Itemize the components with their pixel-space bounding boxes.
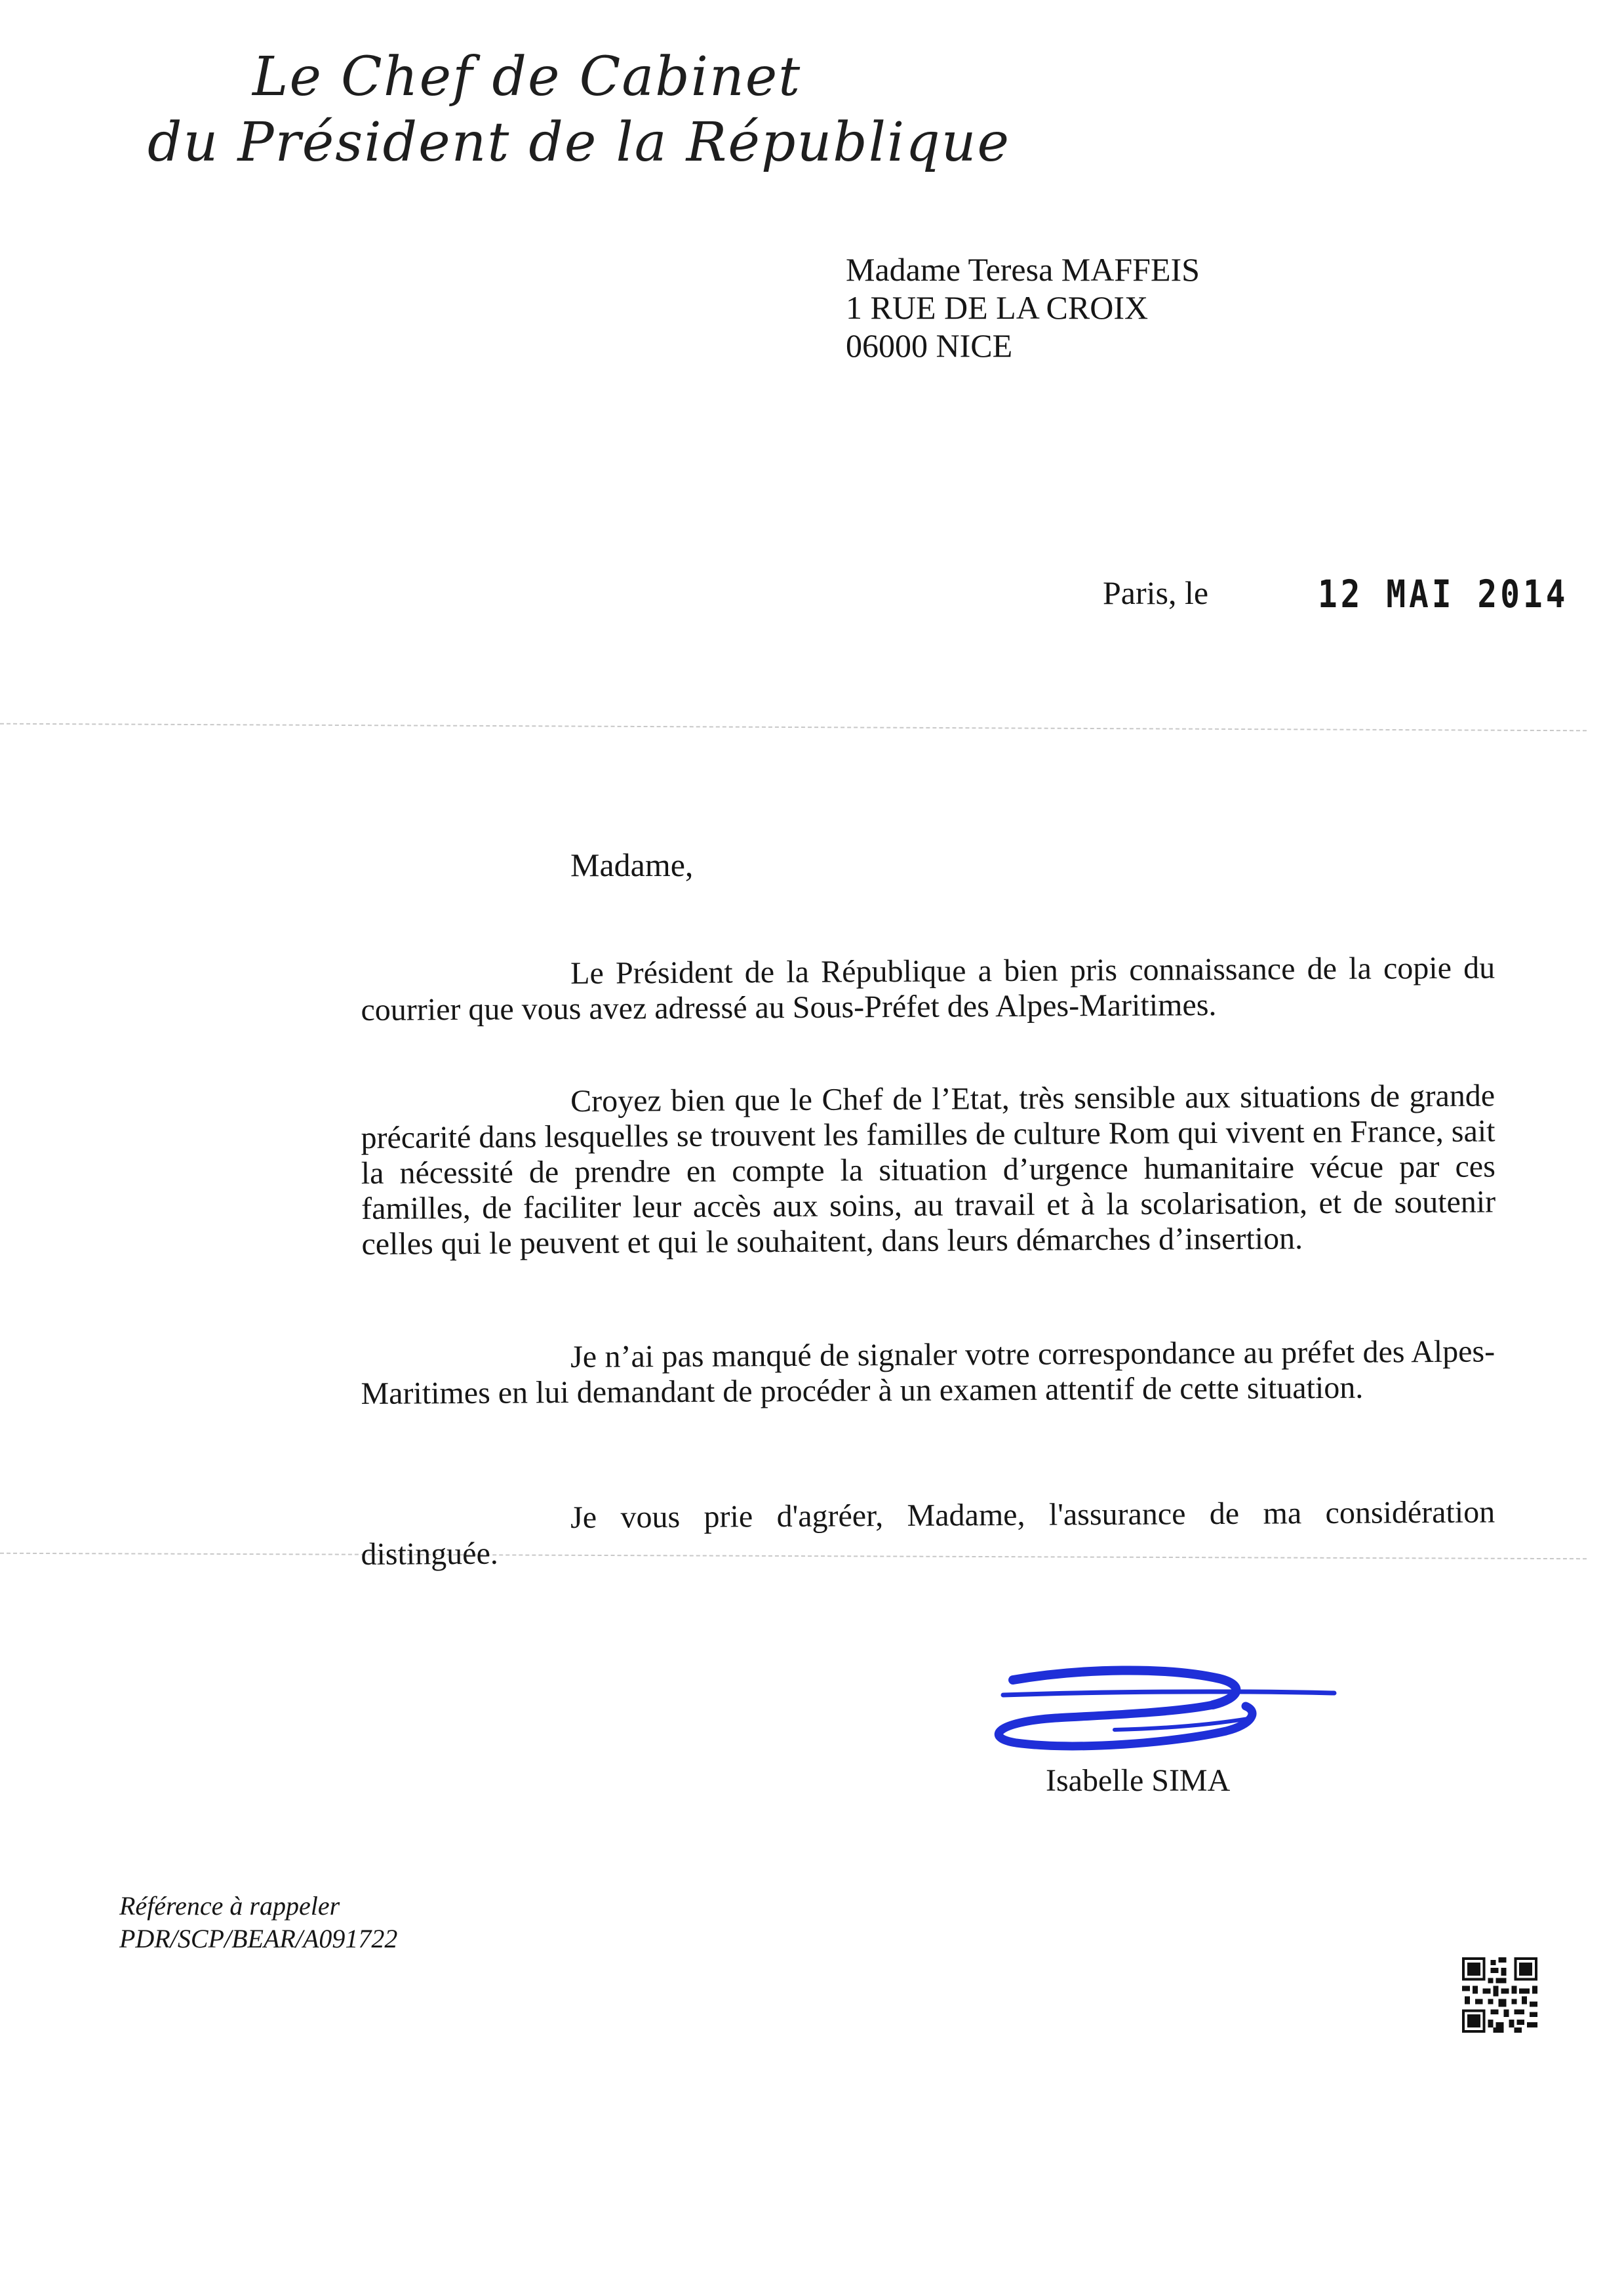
- handwritten-signature: [977, 1659, 1344, 1764]
- body-paragraph-1: Le Président de la République a bien pris connaissance de la copie du courrier que vous avez adressé au Sous-Préfet des Alpes-Maritimes.: [361, 950, 1495, 1028]
- letterhead-line-2: du Président de la République: [148, 111, 1011, 174]
- reference-block: [119, 1890, 397, 1955]
- letterhead-line-1: Le Chef de Cabinet: [252, 46, 802, 108]
- date-stamp: 12 MAI 2014: [1318, 572, 1569, 616]
- reference-label: Référence à rappeler: [119, 1891, 340, 1921]
- recipient-name: Madame Teresa MAFFEIS: [846, 251, 1200, 288]
- salutation: Madame,: [570, 847, 694, 883]
- recipient-city: 06000 NICE: [846, 327, 1013, 364]
- recipient-street: 1 RUE DE LA CROIX: [846, 289, 1149, 326]
- signatory-name: Isabelle SIMA: [1046, 1763, 1231, 1798]
- letterhead: [148, 39, 1011, 190]
- dateline-place: Paris, le: [1103, 574, 1209, 611]
- body-paragraph-3: Je n’ai pas manqué de signaler votre correspondance au préfet des Alpes-Maritimes en lui demandant de procéder à un examen attentif de cette situation.: [361, 1334, 1495, 1411]
- fold-line: [0, 723, 1587, 732]
- qr-code-icon: [1462, 1957, 1537, 2033]
- reference-code: PDR/SCP/BEAR/A091722: [119, 1924, 398, 1953]
- body-paragraph-2: Croyez bien que le Chef de l’Etat, très sensible aux situations de grande précarité dans lesquelles se trouvent les familles de culture Rom qui vivent en France, sait la nécessité de prendre en compte la situation d’urgence humanitaire vécue par ces familles, de faciliter leur accès aux soins, au travail et à la scolarisation, et de soutenir celles qui le peuvent et qui le souhaitent, dans leurs démarches d’insertion.: [361, 1078, 1496, 1262]
- recipient-address: [846, 250, 1200, 365]
- body-paragraph-4: Je vous prie d'agréer, Madame, l'assurance de ma considération distinguée.: [361, 1494, 1495, 1572]
